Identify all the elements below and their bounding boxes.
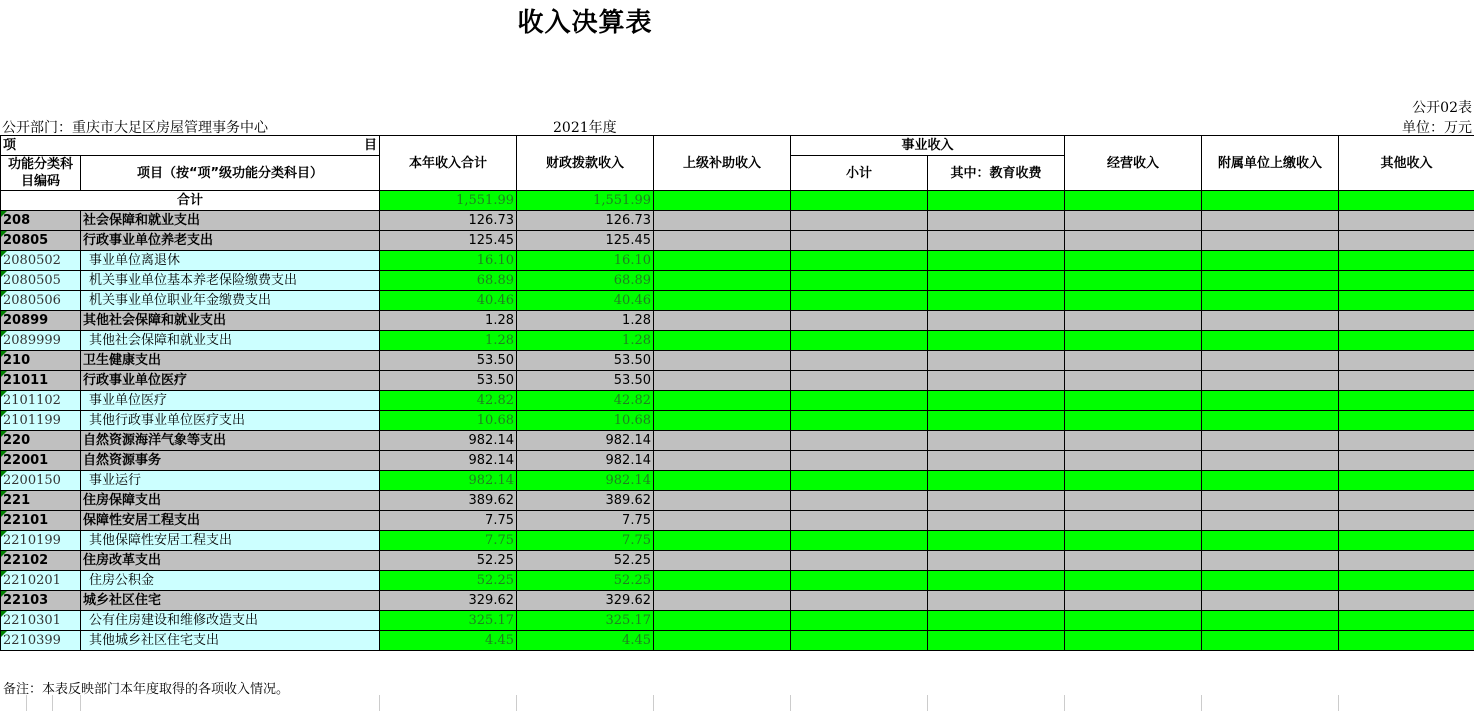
empty-cell [1202,451,1339,471]
row-code-cell: 2089999 [1,331,81,351]
row-code-cell: 220 [1,431,81,451]
empty-cell [654,211,791,231]
row-name-cell: 机关事业单位职业年金缴费支出 [81,291,380,311]
empty-cell [1202,531,1339,551]
empty-cell [654,591,791,611]
row-total-cell: 7.75 [380,531,517,551]
row-name-cell: 住房公积金 [81,571,380,591]
empty-cell [1065,231,1202,251]
row-fiscal-cell: 4.45 [517,631,654,651]
empty-cell [1065,251,1202,271]
empty-cell [1339,611,1474,631]
total-row [1,191,1474,211]
row-total-cell: 126.73 [380,211,517,231]
empty-cell [1202,351,1339,371]
empty-cell [654,411,791,431]
row-total-cell: 40.46 [380,291,517,311]
empty-cell [928,551,1065,571]
empty-cell [791,371,928,391]
col-education-header: 其中：教育收费 [928,156,1065,191]
report-title: 收入决算表 [517,8,653,38]
empty-cell [1202,211,1339,231]
row-name-cell: 机关事业单位基本养老保险缴费支出 [81,271,380,291]
row-total-cell: 16.10 [380,251,517,271]
total-income-cell: 1,551.99 [380,191,517,211]
table-row [1,511,1474,531]
table-row [1,311,1474,331]
empty-cell [1065,211,1202,231]
empty-cell [654,571,791,591]
income-table [0,135,1474,651]
row-fiscal-cell: 40.46 [517,291,654,311]
row-fiscal-cell: 982.14 [517,471,654,491]
empty-cell [1202,491,1339,511]
empty-cell [1202,411,1339,431]
row-name-cell: 自然资源事务 [81,451,380,471]
empty-cell [791,291,928,311]
gridline [379,695,380,711]
xiang-mu-header [1,136,380,156]
empty-cell [791,391,928,411]
empty-cell [1339,371,1474,391]
empty-cell [1065,611,1202,631]
empty-cell [1202,471,1339,491]
fiscal-year: 2021年度 [553,120,617,136]
row-name-cell: 其他社会保障和就业支出 [81,311,380,331]
empty-cell [791,271,928,291]
row-total-cell: 125.45 [380,231,517,251]
empty-cell [654,471,791,491]
col-name-header: 项目（按“项”级功能分类科目） [81,156,380,191]
row-total-cell: 982.14 [380,471,517,491]
empty-cell [654,431,791,451]
empty-cell [928,511,1065,531]
row-name-cell: 卫生健康支出 [81,351,380,371]
row-total-cell: 52.25 [380,571,517,591]
col-operating-header: 经营收入 [1065,136,1202,191]
row-code-cell: 221 [1,491,81,511]
row-fiscal-cell: 389.62 [517,491,654,511]
row-code-cell: 2080505 [1,271,81,291]
empty-cell [1339,251,1474,271]
table-row [1,431,1474,451]
empty-cell [1339,571,1474,591]
gridline [790,695,791,711]
unit-label: 单位：万元 [1402,120,1472,136]
row-fiscal-cell: 126.73 [517,211,654,231]
empty-cell [1065,291,1202,311]
row-fiscal-cell: 982.14 [517,431,654,451]
empty-cell [928,311,1065,331]
empty-cell [1065,511,1202,531]
row-total-cell: 329.62 [380,591,517,611]
empty-cell [791,531,928,551]
empty-cell [791,571,928,591]
row-code-cell: 208 [1,211,81,231]
empty-cell [791,311,928,331]
row-code-cell: 2210399 [1,631,81,651]
table-row [1,411,1474,431]
row-fiscal-cell: 325.17 [517,611,654,631]
empty-cell [791,591,928,611]
empty-cell [1065,591,1202,611]
empty-cell [1339,411,1474,431]
gridline [26,695,27,711]
row-fiscal-cell: 53.50 [517,371,654,391]
empty-cell [654,451,791,471]
row-name-cell: 其他社会保障和就业支出 [81,331,380,351]
gridline [653,695,654,711]
empty-cell [1065,551,1202,571]
empty-cell [1065,471,1202,491]
row-code-cell: 2080506 [1,291,81,311]
empty-cell [928,611,1065,631]
empty-cell [791,611,928,631]
empty-cell [1202,431,1339,451]
empty-cell [1065,491,1202,511]
row-name-cell: 保障性安居工程支出 [81,511,380,531]
empty-cell [1339,391,1474,411]
row-fiscal-cell: 1.28 [517,311,654,331]
empty-cell [1339,451,1474,471]
mu-label: 目 [363,138,377,153]
empty-cell [654,491,791,511]
table-row [1,571,1474,591]
col-subtotal-header: 小计 [791,156,928,191]
empty-cell [1202,231,1339,251]
empty-cell [791,231,928,251]
empty-cell [1202,311,1339,331]
empty-cell [1202,591,1339,611]
row-code-cell: 210 [1,351,81,371]
empty-cell [1065,411,1202,431]
gridline [1338,695,1339,711]
row-fiscal-cell: 1.28 [517,331,654,351]
empty-cell [654,351,791,371]
row-total-cell: 4.45 [380,631,517,651]
row-fiscal-cell: 68.89 [517,271,654,291]
row-code-cell: 2210199 [1,531,81,551]
row-fiscal-cell: 52.25 [517,551,654,571]
empty-cell [1065,431,1202,451]
empty-cell [1339,591,1474,611]
empty-cell [1202,511,1339,531]
row-code-cell: 2080502 [1,251,81,271]
empty-cell [654,531,791,551]
empty-cell [1065,331,1202,351]
total-fiscal-cell: 1,551.99 [517,191,654,211]
empty-cell [1339,211,1474,231]
empty-cell [1339,271,1474,291]
empty-cell [928,211,1065,231]
gridline [80,695,81,711]
gridline [1201,695,1202,711]
empty-cell [654,231,791,251]
empty-cell [1202,271,1339,291]
row-total-cell: 982.14 [380,431,517,451]
empty-cell [1339,531,1474,551]
table-row [1,451,1474,471]
empty-cell [928,271,1065,291]
empty-cell [654,271,791,291]
empty-cell [1339,351,1474,371]
empty-cell [1339,191,1474,211]
gridline [516,695,517,711]
empty-cell [928,471,1065,491]
empty-cell [654,631,791,651]
xiang-label: 项 [3,138,17,153]
table-row [1,631,1474,651]
row-fiscal-cell: 10.68 [517,411,654,431]
empty-cell [654,611,791,631]
gridline [927,695,928,711]
empty-cell [1202,631,1339,651]
empty-cell [928,411,1065,431]
empty-cell [928,451,1065,471]
empty-cell [791,191,928,211]
row-code-cell: 2200150 [1,471,81,491]
row-name-cell: 其他行政事业单位医疗支出 [81,411,380,431]
col-fiscal-header: 财政拨款收入 [517,136,654,191]
row-total-cell: 52.25 [380,551,517,571]
table-row [1,251,1474,271]
table-row [1,211,1474,231]
empty-cell [654,251,791,271]
row-name-cell: 事业单位医疗 [81,391,380,411]
empty-cell [791,631,928,651]
empty-cell [1339,331,1474,351]
row-total-cell: 982.14 [380,451,517,471]
table-row [1,371,1474,391]
row-name-cell: 行政事业单位养老支出 [81,231,380,251]
empty-cell [1065,451,1202,471]
form-number: 公开02表 [1412,100,1472,116]
empty-cell [791,351,928,371]
empty-cell [928,291,1065,311]
empty-cell [1339,431,1474,451]
empty-cell [928,371,1065,391]
table-row [1,271,1474,291]
empty-cell [1339,551,1474,571]
row-code-cell: 2210301 [1,611,81,631]
empty-cell [1202,291,1339,311]
row-total-cell: 389.62 [380,491,517,511]
table-row [1,391,1474,411]
table-row [1,551,1474,571]
empty-cell [1065,191,1202,211]
row-code-cell: 2210201 [1,571,81,591]
table-row [1,471,1474,491]
row-code-cell: 22102 [1,551,81,571]
empty-cell [1065,631,1202,651]
row-total-cell: 68.89 [380,271,517,291]
empty-cell [1339,631,1474,651]
department-label: 公开部门：重庆市大足区房屋管理事务中心 [2,120,268,136]
row-fiscal-cell: 53.50 [517,351,654,371]
empty-cell [1065,271,1202,291]
empty-cell [928,571,1065,591]
col-other-header: 其他收入 [1339,136,1474,191]
table-row [1,351,1474,371]
empty-cell [654,291,791,311]
empty-cell [791,491,928,511]
row-code-cell: 22103 [1,591,81,611]
gridline [52,695,53,711]
row-total-cell: 42.82 [380,391,517,411]
empty-cell [791,211,928,231]
total-label: 合计 [1,191,380,211]
empty-cell [1339,491,1474,511]
row-total-cell: 53.50 [380,351,517,371]
empty-cell [928,531,1065,551]
empty-cell [654,391,791,411]
empty-cell [654,191,791,211]
table-row [1,591,1474,611]
empty-cell [791,551,928,571]
empty-cell [928,231,1065,251]
row-name-cell: 住房保障支出 [81,491,380,511]
row-fiscal-cell: 52.25 [517,571,654,591]
empty-cell [654,331,791,351]
empty-cell [1065,371,1202,391]
empty-cell [928,491,1065,511]
data-rows [1,211,1474,651]
empty-cell [791,471,928,491]
table-row [1,231,1474,251]
row-fiscal-cell: 7.75 [517,531,654,551]
empty-cell [1202,191,1339,211]
row-total-cell: 1.28 [380,311,517,331]
col-code-header: 功能分类科目编码 [1,156,81,191]
row-name-cell: 行政事业单位医疗 [81,371,380,391]
empty-cell [1202,551,1339,571]
row-total-cell: 53.50 [380,371,517,391]
row-fiscal-cell: 125.45 [517,231,654,251]
row-name-cell: 自然资源海洋气象等支出 [81,431,380,451]
empty-cell [1065,571,1202,591]
empty-cell [1202,371,1339,391]
col-total-header: 本年收入合计 [380,136,517,191]
empty-cell [791,451,928,471]
empty-cell [1202,391,1339,411]
row-name-cell: 事业单位离退休 [81,251,380,271]
empty-cell [654,551,791,571]
empty-cell [928,631,1065,651]
empty-cell [791,411,928,431]
row-total-cell: 1.28 [380,331,517,351]
row-code-cell: 2101199 [1,411,81,431]
empty-cell [791,331,928,351]
col-business-header: 事业收入 [791,136,1065,156]
table-row [1,331,1474,351]
row-code-cell: 21011 [1,371,81,391]
table-row [1,611,1474,631]
empty-cell [654,371,791,391]
empty-cell [1065,391,1202,411]
row-fiscal-cell: 42.82 [517,391,654,411]
empty-cell [1339,291,1474,311]
row-name-cell: 其他城乡社区住宅支出 [81,631,380,651]
row-name-cell: 公有住房建设和维修改造支出 [81,611,380,631]
table-row [1,291,1474,311]
row-name-cell: 社会保障和就业支出 [81,211,380,231]
col-superior-header: 上级补助收入 [654,136,791,191]
empty-cell [1065,311,1202,331]
empty-cell [928,391,1065,411]
empty-cell [1202,611,1339,631]
empty-cell [1202,331,1339,351]
empty-cell [1339,311,1474,331]
empty-cell [1065,351,1202,371]
empty-cell [1339,471,1474,491]
empty-cell [654,511,791,531]
table-row [1,531,1474,551]
row-name-cell: 住房改革支出 [81,551,380,571]
empty-cell [791,431,928,451]
empty-cell [1339,231,1474,251]
row-total-cell: 7.75 [380,511,517,531]
footnote: 备注：本表反映部门本年度取得的各项收入情况。 [3,682,290,697]
empty-cell [654,311,791,331]
empty-cell [928,591,1065,611]
row-total-cell: 10.68 [380,411,517,431]
empty-cell [1339,511,1474,531]
row-code-cell: 22001 [1,451,81,471]
row-code-cell: 20899 [1,311,81,331]
empty-cell [928,331,1065,351]
row-fiscal-cell: 16.10 [517,251,654,271]
row-code-cell: 20805 [1,231,81,251]
empty-cell [928,251,1065,271]
row-code-cell: 22101 [1,511,81,531]
row-name-cell: 城乡社区住宅 [81,591,380,611]
row-fiscal-cell: 7.75 [517,511,654,531]
row-total-cell: 325.17 [380,611,517,631]
empty-cell [1202,571,1339,591]
row-fiscal-cell: 982.14 [517,451,654,471]
empty-cell [928,351,1065,371]
empty-cell [1202,251,1339,271]
gridline [1064,695,1065,711]
col-affiliated-header: 附属单位上缴收入 [1202,136,1339,191]
empty-cell [791,251,928,271]
row-name-cell: 其他保障性安居工程支出 [81,531,380,551]
row-name-cell: 事业运行 [81,471,380,491]
row-code-cell: 2101102 [1,391,81,411]
empty-cell [791,511,928,531]
row-fiscal-cell: 329.62 [517,591,654,611]
empty-cell [928,191,1065,211]
empty-cell [928,431,1065,451]
table-row [1,491,1474,511]
empty-cell [1065,531,1202,551]
